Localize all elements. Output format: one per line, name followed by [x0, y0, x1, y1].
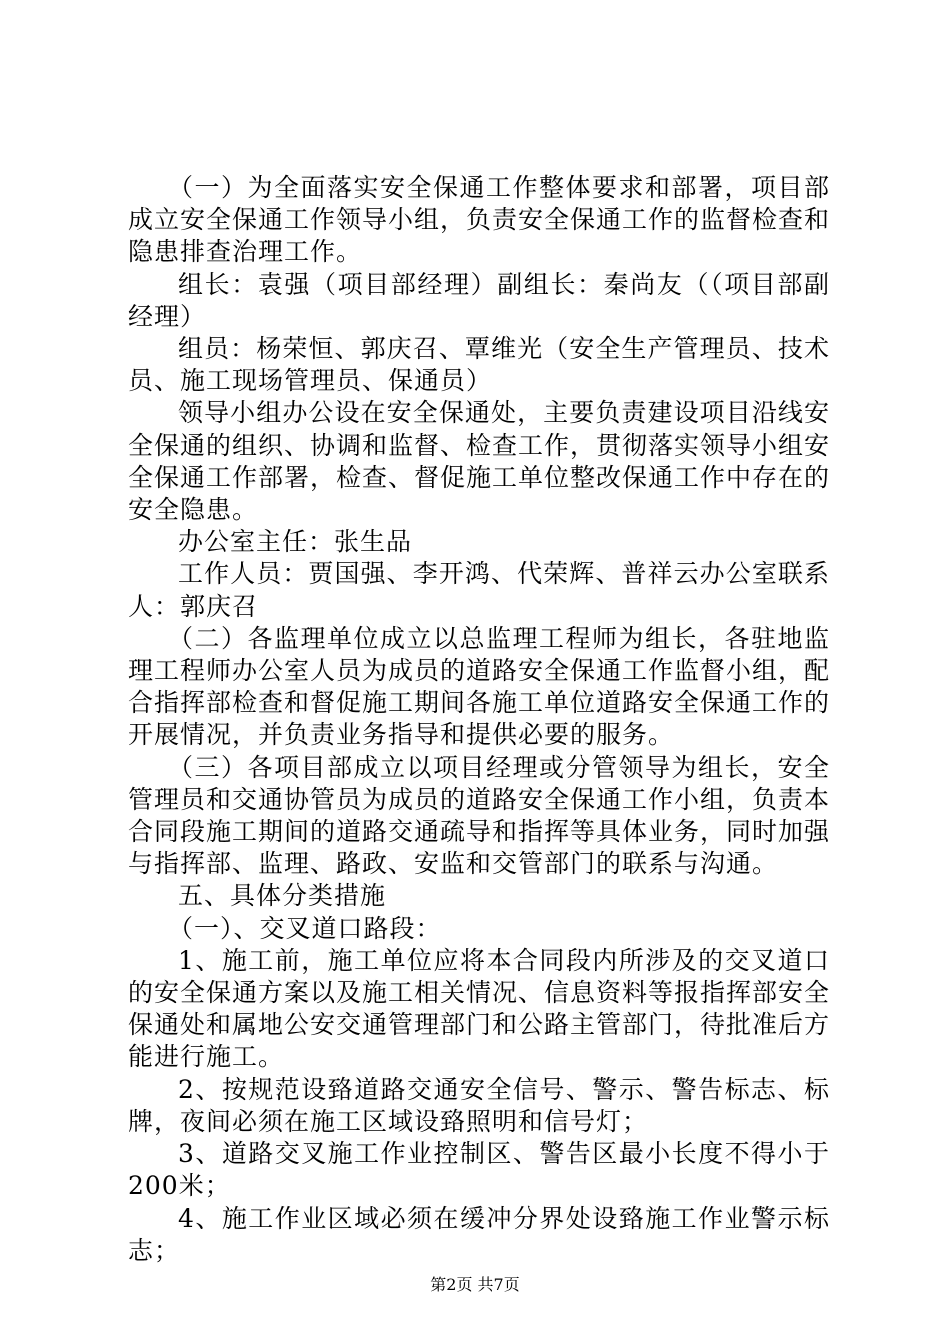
paragraph-staff: 工作人员：贾国强、李开鸿、代荣辉、普祥云办公室联系人：郭庆召 — [128, 559, 830, 621]
list-item-1: 1、施工前，施工单位应将本合同段内所涉及的交叉道口的安全保通方案以及施工相关情况、信息资料等报指挥部安全保通处和属地公安交通管理部门和公路主管部门，待批准后方能进行施工。 — [128, 945, 831, 1072]
paragraph-group-members: 组员：杨荣恒、郭庆召、覃维光（安全生产管理员、技术员、施工现场管理员、保通员） — [128, 334, 830, 396]
page-number-footer: 第2页 共7页 — [430, 1275, 520, 1294]
paragraph-leadership-group: （一）为全面落实安全保通工作整体要求和部署，项目部成立安全保通工作领导小组，负责安全保通工作的监督检查和隐患排查治理工作。 — [128, 173, 831, 267]
paragraph-group-leader: 组长：袁强（项目部经理）副组长：秦尚友（（项目部副经理） — [128, 269, 830, 331]
document-body — [128, 172, 830, 1267]
section-heading-measures: 五、具体分类措施 — [178, 881, 387, 911]
list-item-4: 4、施工作业区域必须在缓冲分界处设臵施工作业警示标志； — [128, 1203, 830, 1265]
list-item-3: 3、道路交叉施工作业控制区、警告区最小长度不得小于200米； — [128, 1139, 830, 1201]
paragraph-office-director: 办公室主任：张生品 — [178, 527, 413, 557]
list-item-2: 2、按规范设臵道路交通安全信号、警示、警告标志、标牌，夜间必须在施工区域设臵照明和信号灯； — [128, 1074, 830, 1136]
paragraph-project-group: （三）各项目部成立以项目经理或分管领导为组长，安全管理员和交通协管员为成员的道路安全保通工作小组，负责本合同段施工期间的道路交通疏导和指挥等具体业务，同时加强与指挥部、监理、路政、安监和交管部门的联系与沟通。 — [128, 752, 831, 879]
paragraph-supervision-group: （二）各监理单位成立以总监理工程师为组长，各驻地监理工程师办公室人员为成员的道路安全保通工作监督小组，配合指挥部检查和督促施工期间各施工单位道路安全保通工作的开展情况，并负责业务指导和提供必要的服务。 — [128, 623, 831, 750]
paragraph-office-duties: 领导小组办公设在安全保通处，主要负责建设项目沿线安全保通的组织、协调和监督、检查工作，贯彻落实领导小组安全保通工作部署，检查、督促施工单位整改保通工作中存在的安全隐患。 — [128, 398, 831, 525]
subsection-heading-intersections: （一）、交叉道口路段： — [168, 913, 442, 943]
